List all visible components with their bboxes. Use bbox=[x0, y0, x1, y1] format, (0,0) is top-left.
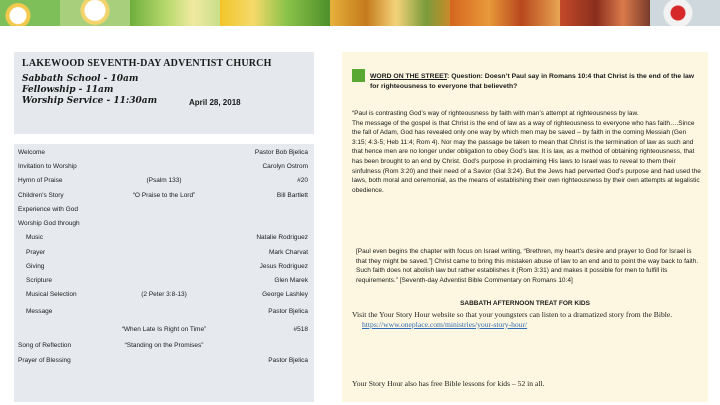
program-item: Musical Selection bbox=[26, 291, 77, 298]
wots-heading bbox=[370, 72, 700, 91]
program-person: Carolyn Ostrom bbox=[262, 163, 308, 170]
program-detail: (2 Peter 3:8-13) bbox=[141, 291, 187, 298]
article-paragraph: The message of the gospel is that Christ is the end of law as a way of righteousness to everyone who has faith….Since the fall of Adam, God has revealed only one way by which men may be saved – by faith in the coming Messiah (Gen 3:15; 4:3-5; Heb 11:4; Rom 4). Nor may the passage be taken to mean that Christ is the termination of law as such and that hence men are no longer under obligation to obey God’s law. It is law, as a method of obtaining righteousness, that has been brought to an end by Christ. God’s purpose in proclaiming His laws to Israel was to reveal to them their sinfulness (Rom 3:20) and their need of a Savior (Gal 3:24). But the Jews had perverted God’s purpose and had used the laws, both moral and ceremonial, as the means of establishing their own righteousness by their own attempts at legalistic obedience. bbox=[352, 119, 701, 194]
treat-body bbox=[352, 310, 702, 329]
program-row bbox=[14, 290, 314, 300]
wots-article bbox=[352, 109, 702, 195]
program-row bbox=[14, 248, 314, 258]
program-person: Pastor Bob Bjelica bbox=[254, 149, 308, 156]
program-detail: (Psalm 133) bbox=[146, 177, 182, 184]
program-row bbox=[14, 325, 314, 335]
service-date: April 28, 2018 bbox=[189, 98, 241, 107]
program-row bbox=[14, 176, 314, 186]
wots-label: WORD ON THE STREET bbox=[370, 73, 448, 80]
program-row bbox=[14, 356, 314, 366]
program-item: Hymn of Praise bbox=[18, 177, 63, 184]
program-item: Prayer of Blessing bbox=[18, 357, 71, 364]
program-item: Giving bbox=[26, 263, 45, 270]
service-schedule bbox=[22, 74, 306, 107]
program-person: #20 bbox=[297, 177, 308, 184]
program-item: Children's Story bbox=[18, 192, 64, 199]
program-person: Pastor Bjelica bbox=[268, 357, 308, 364]
program-row bbox=[14, 341, 314, 351]
program-detail: “Standing on the Promises” bbox=[124, 342, 204, 349]
program-person: Bill Bartlett bbox=[276, 192, 308, 199]
program-person: Jesus Rodriguez bbox=[259, 263, 308, 270]
program-row bbox=[14, 276, 314, 286]
winter-berries-image bbox=[650, 0, 720, 26]
church-name: LAKEWOOD SEVENTH-DAY ADVENTIST CHURCH bbox=[22, 58, 272, 69]
wots-commentary: [Paul even begins the chapter with focus on Israel writing, “Brethren, my heart’s desire and prayer to God for Israel is that they might be saved.”] Christ came to bring this mistaken abuse of law to an end and to point the way back to faith. Such faith does not abolish law but rather establishes it (Rom 3:31) and makes it possible for men to fulfill its requirements.” [Seventh-day Adventist Bible Commentary on Romans 10:4] bbox=[356, 248, 699, 284]
program-row bbox=[14, 219, 314, 229]
treat-description: Visit the Your Story Hour website so that your youngsters can listen to a dramatized story from the Bible. bbox=[352, 310, 673, 319]
spring-leaves-image bbox=[130, 0, 220, 26]
article-paragraph: “Paul is contrasting God’s way of righteousness by faith with man’s attempt at righteousness by law. bbox=[352, 110, 639, 117]
program-detail: “When Late Is Right on Time” bbox=[121, 326, 207, 333]
program-item: Scripture bbox=[26, 277, 53, 284]
treat-footer: Your Story Hour also has free Bible lessons for kids – 52 in all. bbox=[352, 379, 545, 388]
program-row bbox=[14, 307, 314, 317]
green-square-icon bbox=[352, 69, 365, 82]
bulletin-header bbox=[14, 52, 314, 134]
program-person: Pastor Bjelica bbox=[268, 308, 308, 315]
story-hour-link[interactable]: https://www.oneplace.com/ministries/your-story-hour/ bbox=[362, 319, 528, 329]
word-on-the-street-panel bbox=[342, 52, 708, 402]
program-item: Worship God through bbox=[18, 220, 80, 227]
program-row bbox=[14, 262, 314, 272]
program-item: Welcome bbox=[18, 149, 45, 156]
schedule-item: Sabbath School - 10am bbox=[22, 74, 139, 84]
program-row bbox=[14, 233, 314, 243]
program-person: George Lashley bbox=[262, 291, 308, 298]
program-detail: “O Praise to the Lord” bbox=[132, 192, 196, 199]
daisy-image bbox=[60, 0, 130, 26]
program-person: Glen Marek bbox=[274, 277, 308, 284]
program-person: Mark Charvat bbox=[268, 249, 308, 256]
program-person: #518 bbox=[293, 326, 308, 333]
autumn-leaves-image bbox=[330, 0, 450, 26]
program-row bbox=[14, 148, 314, 158]
program-item: Music bbox=[26, 234, 43, 241]
fall-foliage-image bbox=[560, 0, 650, 26]
program-item: Experience with God bbox=[18, 206, 78, 213]
program-item: Message bbox=[26, 308, 53, 315]
program-row bbox=[14, 205, 314, 215]
decorative-banner bbox=[0, 0, 720, 26]
program-item: Song of Reflection bbox=[18, 342, 72, 349]
program-person: Natalie Rodriguez bbox=[256, 234, 308, 241]
program-row bbox=[14, 162, 314, 172]
treat-title: SABBATH AFTERNOON TREAT FOR KIDS bbox=[460, 300, 590, 307]
schedule-item: Fellowship - 11am bbox=[22, 85, 114, 95]
program-item: Prayer bbox=[26, 249, 46, 256]
order-of-service bbox=[14, 144, 314, 402]
maple-leaves-image bbox=[450, 0, 560, 26]
wots-question: : Question: Doesn’t Paul say in Romans 10:4 that Christ is the end of the law for righteousness to everyone that believeth? bbox=[370, 73, 695, 90]
sunlight-image bbox=[220, 0, 330, 26]
flowers-image bbox=[0, 0, 60, 26]
program-row bbox=[14, 191, 314, 201]
schedule-item: Worship Service - 11:30am bbox=[22, 96, 158, 106]
program-item: Invitation to Worship bbox=[18, 163, 77, 170]
